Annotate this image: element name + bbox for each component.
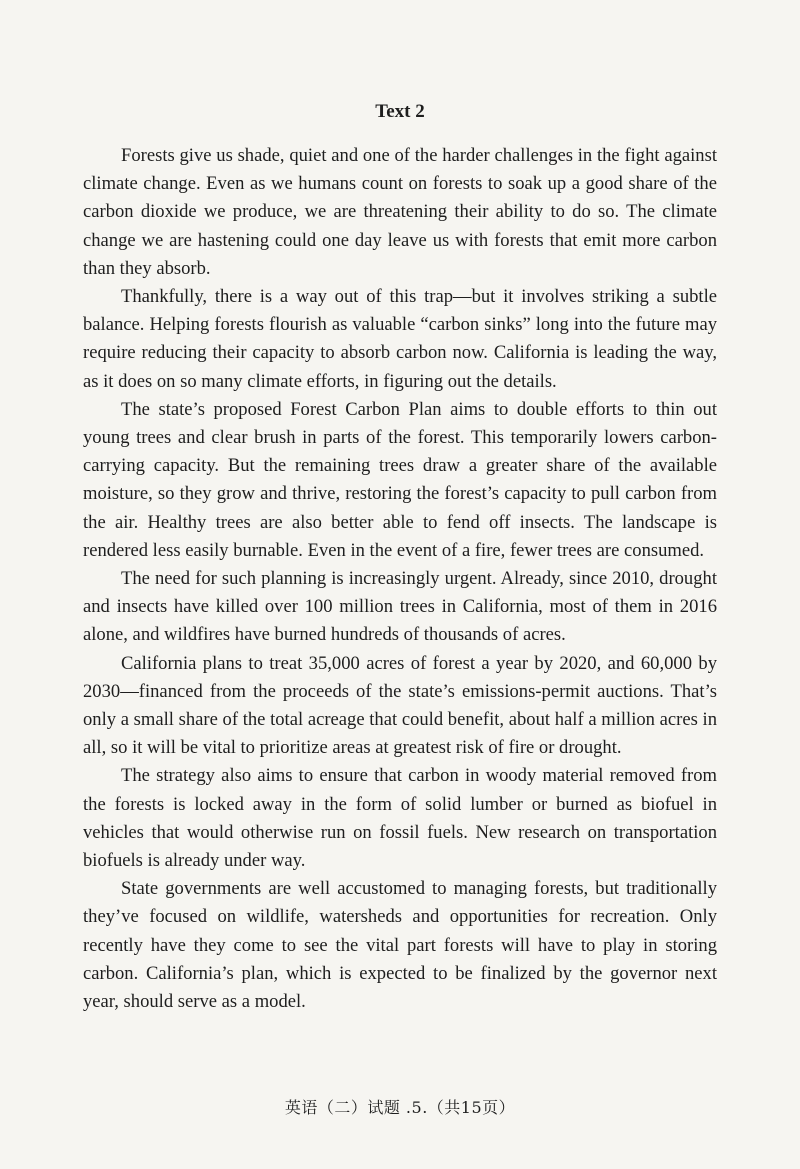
paragraph-6: The strategy also aims to ensure that carbon in woody material removed from the forests is locked away in the form of solid lumber or burned as biofuel in vehicles that would otherwise run on fossil fuels. New research on transportation biofuels is already under way. [83,765,717,872]
paragraph-5: California plans to treat 35,000 acres of forest a year by 2020, and 60,000 by 2030—financed from the proceeds of the state’s emissions-permit auctions. That’s only a small share of the total acreage that could benefit, about half a million acres in all, so it will be vital to prioritize areas at greatest risk of fire or drought. [83,652,717,759]
page-footer: 英语（二）试题 .5.（共15页） [284,1098,516,1117]
passage-body [83,142,717,1016]
paragraph-1: Forests give us shade, quiet and one of the harder challenges in the fight against climate change. Even as we humans count on forests to soak up a good share of the carbon dioxide we produce, we are threatening their ability to do so. The climate change we are hastening could one day leave us with forests that emit more carbon than they absorb. [83,145,717,279]
paragraph-4: The need for such planning is increasingly urgent. Already, since 2010, drought and insects have killed over 100 million trees in California, most of them in 2016 alone, and wildfires have burned hundreds of thousands of acres. [83,568,717,646]
page-title: Text 2 [375,101,425,122]
paragraph-7: State governments are well accustomed to managing forests, but traditionally they’ve focused on wildlife, watersheds and opportunities for recreation. Only recently have they come to see the vital part forests will have to play in storing carbon. California’s plan, which is expected to be finalized by the governor next year, should serve as a model. [83,878,717,1013]
paragraph-3: The state’s proposed Forest Carbon Plan aims to double efforts to thin out young trees and clear brush in parts of the forest. This temporarily lowers carbon-carrying capacity. But the remaining trees draw a greater share of the available moisture, so they grow and thrive, restoring the forest’s capacity to pull carbon from the air. Healthy trees are also better able to fend off insects. The landscape is rendered less easily burnable. Even in the event of a fire, fewer trees are consumed. [83,398,717,561]
paragraph-2: Thankfully, there is a way out of this trap—but it involves striking a subtle balance. Helping forests flourish as valuable “carbon sinks” long into the future may require reducing their capacity to absorb carbon now. California is leading the way, as it does on so many climate efforts, in figuring out the details. [83,286,717,392]
